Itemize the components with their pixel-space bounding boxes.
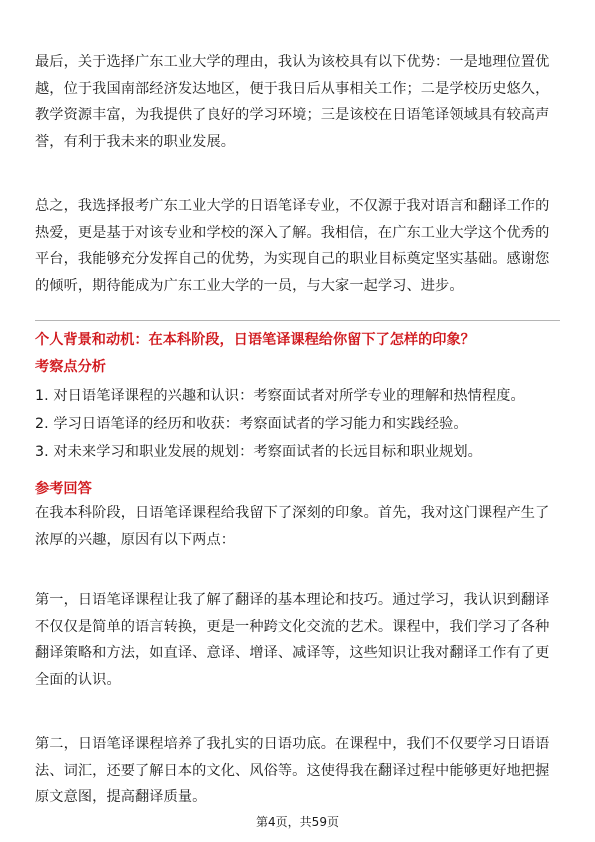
- analysis-list: [35, 382, 560, 466]
- analysis-item: 3. 对未来学习和职业发展的规划：考察面试者的长远目标和职业规划。: [35, 444, 482, 460]
- paragraph-conclusion: 总之，我选择报考广东工业大学的日语笔译专业，不仅源于我对语言和翻译工作的热爱，更是基于对该专业和学校的深入了解。我相信，在广东工业大学这个优秀的平台，我能够充分发挥自己的优势，为实现自己的职业目标奠定坚实基础。感谢您的倾听，期待能成为广东工业大学的一员，与大家一起学习、进步。: [35, 198, 550, 294]
- paragraph-reasons: 最后，关于选择广东工业大学的理由，我认为该校具有以下优势：一是地理位置优越，位于我国南部经济发达地区，便于我日后从事相关工作；二是学校历史悠久，教学资源丰富，为我提供了良好的学习环境；三是该校在日语笔译领域具有较高声誉，有利于我未来的职业发展。: [35, 54, 550, 150]
- analysis-item: 1. 对日语笔译课程的兴趣和认识：考察面试者对所学专业的理解和热情程度。: [35, 388, 525, 404]
- paragraph-answer-second: 第二，日语笔译课程培养了我扎实的日语功底。在课程中，我们不仅要学习日语语法、词汇，还要了解日本的文化、风俗等。这使得我在翻译过程中能够更好地把握原文意图，提高翻译质量。: [35, 736, 550, 805]
- analysis-item: 2. 学习日语笔译的经历和收获：考察面试者的学习能力和实践经验。: [35, 416, 468, 432]
- reference-answer-heading: 参考回答: [35, 481, 92, 497]
- page-number-footer: 第4页，共59页: [256, 815, 339, 829]
- section-divider: [35, 320, 560, 321]
- analysis-heading: 考察点分析: [35, 359, 106, 375]
- question-heading: 个人背景和动机：在本科阶段，日语笔译课程给你留下了怎样的印象？: [35, 332, 475, 348]
- paragraph-answer-intro: 在我本科阶段，日语笔译课程给我留下了深刻的印象。首先，我对这门课程产生了浓厚的兴趣，原因有以下两点：: [35, 505, 550, 548]
- paragraph-answer-first: 第一，日语笔译课程让我了解了翻译的基本理论和技巧。通过学习，我认识到翻译不仅仅是简单的语言转换，更是一种跨文化交流的艺术。课程中，我们学习了各种翻译策略和方法，如直译、意译、增译、减译等，这些知识让我对翻译工作有了更全面的认识。: [35, 592, 550, 688]
